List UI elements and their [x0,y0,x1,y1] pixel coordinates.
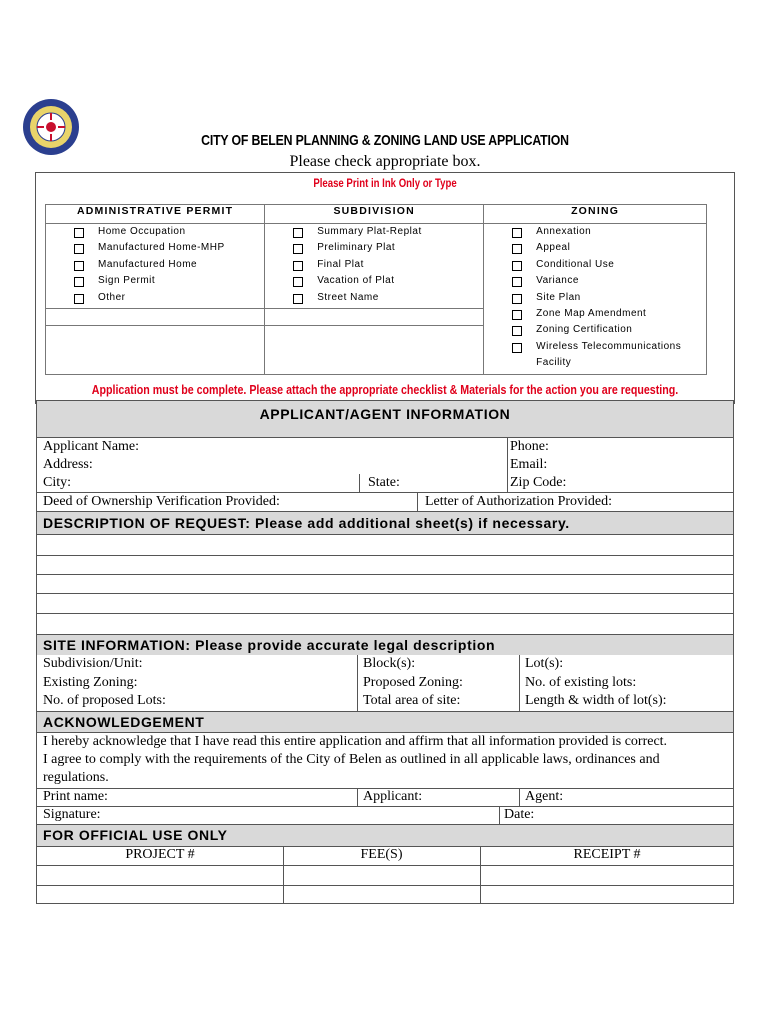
checkbox-icon[interactable] [74,244,84,254]
official-heading: FOR OFFICIAL USE ONLY [37,825,733,847]
checkbox-zone-map-amendment[interactable]: Zone Map Amendment [484,306,706,322]
checkbox-icon[interactable] [74,261,84,271]
checkbox-preliminary-plat[interactable]: Preliminary Plat [265,240,483,256]
checkbox-icon[interactable] [293,244,303,254]
signature-label: Signature: [43,807,101,822]
checkbox-other[interactable]: Other [46,290,264,306]
deed-label: Deed of Ownership Verification Provided: [43,494,280,509]
checkbox-sign-permit[interactable]: Sign Permit [46,273,264,289]
checkbox-icon[interactable] [512,310,522,320]
checkbox-icon[interactable] [512,261,522,271]
checkbox-icon[interactable] [512,294,522,304]
checkbox-appeal[interactable]: Appeal [484,240,706,256]
length-width-label: Length & width of lot(s): [525,693,667,708]
phone-label: Phone: [510,439,549,454]
checkbox-icon[interactable] [293,228,303,238]
checkbox-icon[interactable] [74,228,84,238]
existing-zoning-label: Existing Zoning: [43,675,138,690]
checkbox-icon[interactable] [74,294,84,304]
acknowledgement-heading: ACKNOWLEDGEMENT [37,712,733,733]
existing-lots-label: No. of existing lots: [525,675,637,690]
checkbox-icon[interactable] [512,244,522,254]
zoning-heading: ZONING [484,205,707,224]
checkbox-site-plan[interactable]: Site Plan [484,290,706,306]
site-heading: SITE INFORMATION: Please provide accurate legal description [37,635,733,655]
ack-line-3: regulations. [43,770,109,785]
city-label: City: [43,475,72,490]
checkbox-icon[interactable] [512,326,522,336]
checkbox-icon[interactable] [293,261,303,271]
agent-label: Agent: [525,789,564,804]
acknowledgement-section [36,711,734,825]
checkbox-annexation[interactable]: Annexation [484,224,706,240]
checkbox-zoning-certification[interactable]: Zoning Certification [484,322,706,338]
state-label: State: [368,475,400,490]
applicant-label: Applicant: [363,789,423,804]
checkbox-manufactured-home[interactable]: Manufactured Home [46,257,264,273]
block-label: Block(s): [363,656,416,671]
checkbox-icon[interactable] [512,277,522,287]
proposed-zoning-label: Proposed Zoning: [363,675,463,690]
checkbox-vacation-of-plat[interactable]: Vacation of Plat [265,273,483,289]
official-use-section [36,824,734,904]
form-subtitle: Please check appropriate box. [289,153,481,170]
site-section [36,634,734,712]
description-heading: DESCRIPTION OF REQUEST: Please add additional sheet(s) if necessary. [37,512,733,535]
checkbox-icon[interactable] [74,277,84,287]
checkbox-final-plat[interactable]: Final Plat [265,257,483,273]
checkbox-icon[interactable] [293,294,303,304]
ink-note: Please Print in Ink Only or Type [313,176,457,190]
subdivision-unit-label: Subdivision/Unit: [43,656,143,671]
total-area-label: Total area of site: [363,693,461,708]
proposed-lots-label: No. of proposed Lots: [43,693,166,708]
letter-label: Letter of Authorization Provided: [425,494,613,509]
checkbox-home-occupation[interactable]: Home Occupation [46,224,264,240]
lots-label: Lot(s): [525,656,564,671]
form-title: CITY OF BELEN PLANNING & ZONING LAND USE APPLICATION [201,132,569,149]
checkbox-variance[interactable]: Variance [484,273,706,289]
fee-label: FEE(S) [360,847,403,862]
email-label: Email: [510,457,548,472]
ack-line-1: I hereby acknowledge that I have read this entire application and affirm that all information provided is correct. [43,734,668,749]
checkbox-wireless-telecom[interactable]: Wireless Telecommunications Facility [484,339,706,373]
admin-heading: ADMINISTRATIVE PERMIT [46,205,265,224]
zip-label: Zip Code: [510,475,567,490]
subdivision-heading: SUBDIVISION [265,205,484,224]
print-name-label: Print name: [43,789,108,804]
project-label: PROJECT # [125,847,195,862]
description-section [36,511,734,635]
checkbox-street-name[interactable]: Street Name [265,290,483,306]
checkbox-icon[interactable] [293,277,303,287]
applicant-heading: APPLICANT/AGENT INFORMATION [37,401,733,438]
checkbox-conditional-use[interactable]: Conditional Use [484,257,706,273]
date-label: Date: [504,807,535,822]
address-label: Address: [43,457,93,472]
applicant-name-label: Applicant Name: [43,439,140,454]
category-table [45,204,707,375]
ack-line-2: I agree to comply with the requirements of the City of Belen as outlined in all applicable laws, ordinances and [43,752,660,767]
receipt-label: RECEIPT # [573,847,641,862]
applicant-section [36,400,734,512]
completeness-warning: Application must be complete. Please attach the appropriate checklist & Materials for the action you are requesting. [91,382,679,397]
checkbox-summary-plat[interactable]: Summary Plat-Replat [265,224,483,240]
checkbox-manufactured-home-mhp[interactable]: Manufactured Home-MHP [46,240,264,256]
checkbox-icon[interactable] [512,343,522,353]
checkbox-icon[interactable] [512,228,522,238]
